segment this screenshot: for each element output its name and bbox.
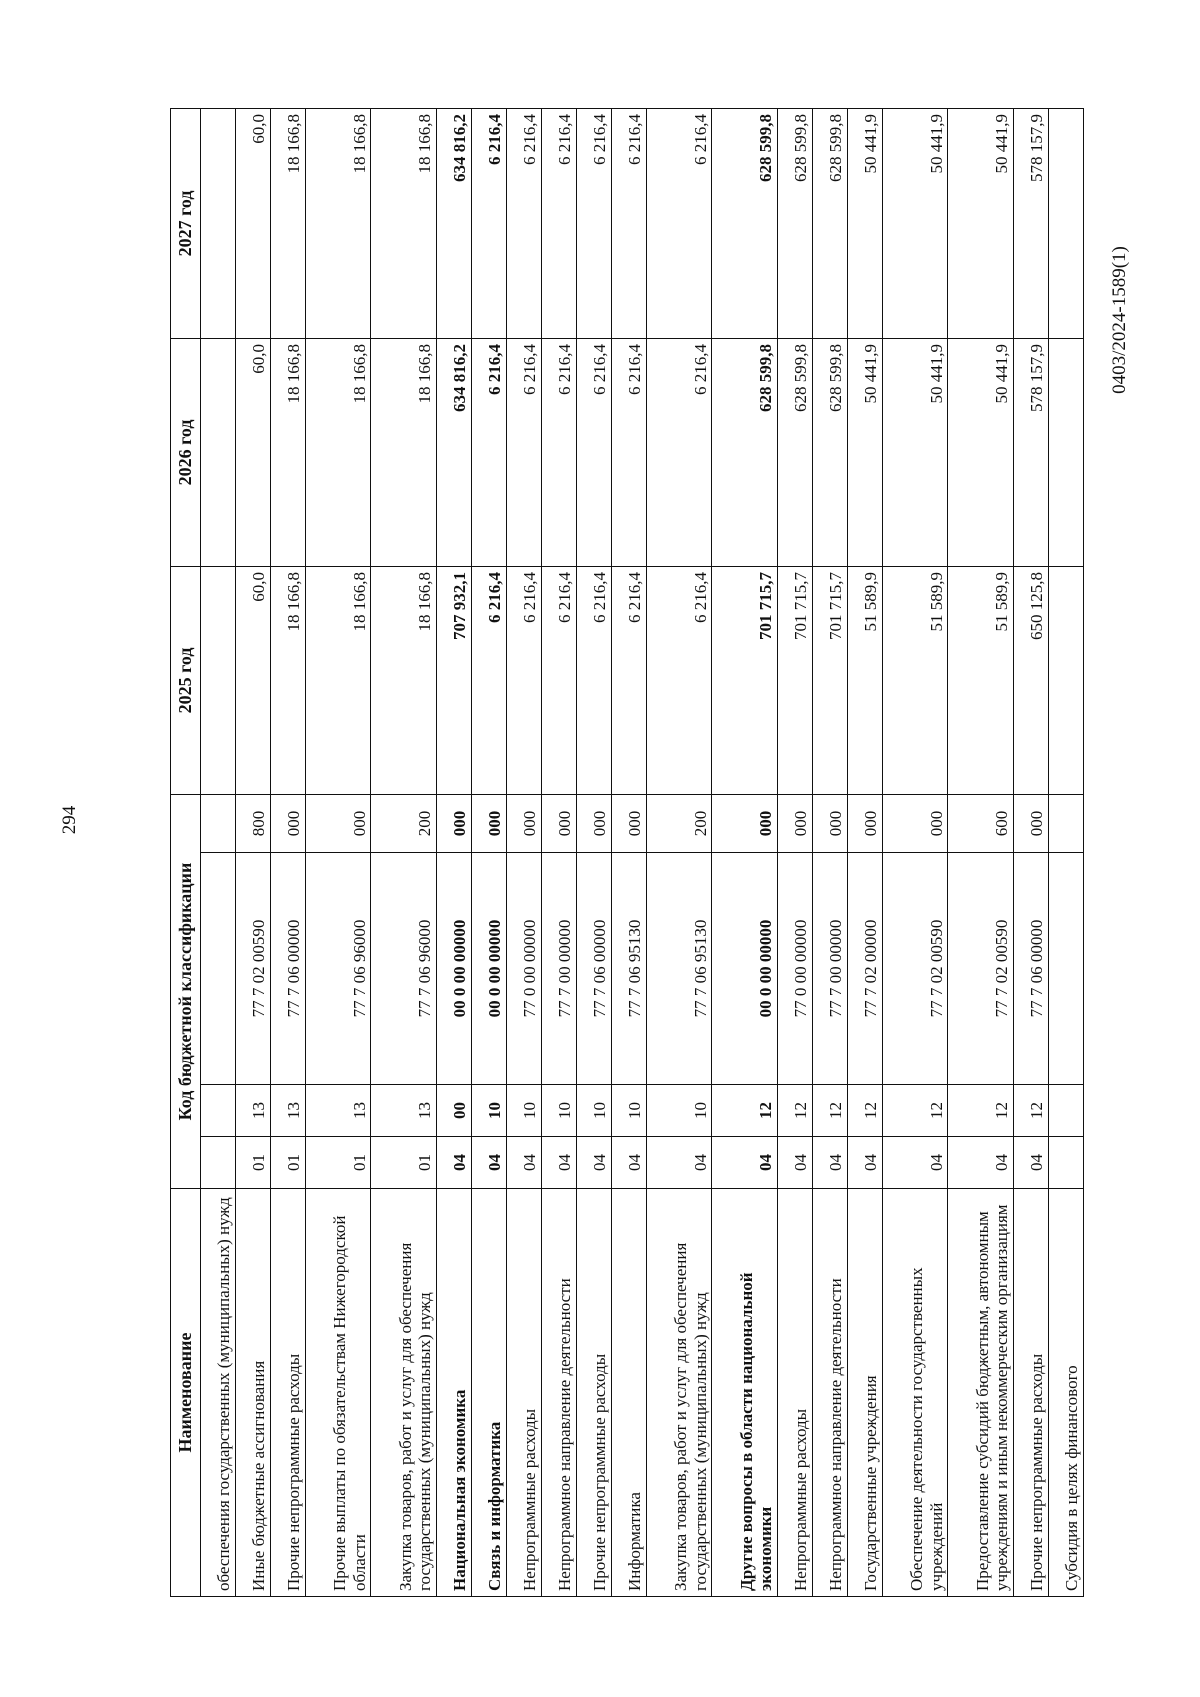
row-code-subsection (1048, 1085, 1083, 1137)
row-code-target: 77 7 00 00000 (812, 853, 847, 1085)
row-name: Непрограммные расходы (777, 1189, 812, 1597)
row-code-expense-type: 000 (436, 794, 471, 852)
row-value-2025: 701 715,7 (777, 566, 812, 794)
row-value-2025: 6 216,4 (646, 566, 711, 794)
row-code-section (200, 1137, 235, 1189)
row-code-section: 01 (305, 1137, 370, 1189)
row-code-target: 77 7 06 96000 (305, 853, 370, 1085)
row-code-expense-type: 600 (948, 794, 1013, 852)
table-row (948, 108, 1013, 1596)
table-row (471, 108, 506, 1596)
table-row (270, 108, 305, 1596)
table-row (541, 108, 576, 1596)
row-value-2027: 50 441,9 (847, 108, 882, 338)
row-value-2026: 6 216,4 (506, 338, 541, 566)
row-code-expense-type: 800 (235, 794, 270, 852)
row-value-2025: 51 589,9 (948, 566, 1013, 794)
row-code-target: 77 0 00 00000 (777, 853, 812, 1085)
row-value-2025: 6 216,4 (576, 566, 611, 794)
row-code-subsection: 10 (541, 1085, 576, 1137)
table-header-row (171, 108, 201, 1596)
table-row (576, 108, 611, 1596)
row-value-2026: 60,0 (235, 338, 270, 566)
row-value-2025: 51 589,9 (847, 566, 882, 794)
row-code-target: 77 7 06 95130 (611, 853, 646, 1085)
row-code-subsection: 13 (235, 1085, 270, 1137)
row-code-target: 77 7 06 96000 (371, 853, 436, 1085)
row-value-2025: 701 715,7 (812, 566, 847, 794)
row-code-target: 00 0 00 00000 (436, 853, 471, 1085)
row-name: Непрограммное направление деятельности (541, 1189, 576, 1597)
row-value-2025: 51 589,9 (882, 566, 947, 794)
row-code-section: 04 (576, 1137, 611, 1189)
row-name: Информатика (611, 1189, 646, 1597)
header-name: Наименование (171, 1189, 201, 1597)
table-row (1048, 108, 1083, 1596)
row-code-target: 77 7 06 00000 (270, 853, 305, 1085)
row-code-subsection: 00 (436, 1085, 471, 1137)
row-value-2026: 628 599,8 (777, 338, 812, 566)
table-row (882, 108, 947, 1596)
row-code-expense-type: 000 (777, 794, 812, 852)
row-value-2027: 6 216,4 (611, 108, 646, 338)
row-code-expense-type: 200 (646, 794, 711, 852)
row-code-target: 77 7 02 00000 (847, 853, 882, 1085)
row-name: Государственные учреждения (847, 1189, 882, 1597)
row-code-section: 04 (506, 1137, 541, 1189)
row-code-section: 04 (471, 1137, 506, 1189)
row-value-2027: 628 599,8 (812, 108, 847, 338)
row-value-2027 (1048, 108, 1083, 338)
row-code-expense-type: 000 (812, 794, 847, 852)
table-row (371, 108, 436, 1596)
row-name: Непрограммные расходы (506, 1189, 541, 1597)
table-row (305, 108, 370, 1596)
row-code-expense-type: 000 (712, 794, 777, 852)
row-code-subsection: 12 (777, 1085, 812, 1137)
row-name: Обеспечение деятельности государственных учреждений (882, 1189, 947, 1597)
row-value-2026: 18 166,8 (270, 338, 305, 566)
row-code-target: 00 0 00 00000 (471, 853, 506, 1085)
row-code-section: 04 (812, 1137, 847, 1189)
row-name: Связь и информатика (471, 1189, 506, 1597)
row-code-subsection: 10 (646, 1085, 711, 1137)
row-code-section: 04 (847, 1137, 882, 1189)
table-row (847, 108, 882, 1596)
row-value-2027: 50 441,9 (882, 108, 947, 338)
row-code-target: 77 7 06 00000 (1013, 853, 1048, 1085)
row-name: Субсидия в целях финансового (1048, 1189, 1083, 1597)
row-code-subsection (200, 1085, 235, 1137)
row-value-2025: 6 216,4 (611, 566, 646, 794)
row-code-section: 01 (371, 1137, 436, 1189)
row-value-2026 (1048, 338, 1083, 566)
row-value-2027: 6 216,4 (646, 108, 711, 338)
row-code-expense-type: 000 (541, 794, 576, 852)
row-value-2026: 18 166,8 (305, 338, 370, 566)
row-code-expense-type: 000 (576, 794, 611, 852)
row-name: Прочие выплаты по обязательствам Нижегородской области (305, 1189, 370, 1597)
row-name: Национальная экономика (436, 1189, 471, 1597)
row-value-2027: 628 599,8 (712, 108, 777, 338)
row-value-2027: 18 166,8 (270, 108, 305, 338)
row-code-subsection: 12 (847, 1085, 882, 1137)
header-2027: 2027 год (171, 108, 201, 338)
row-code-section: 04 (1013, 1137, 1048, 1189)
row-value-2026 (200, 338, 235, 566)
row-code-subsection: 13 (305, 1085, 370, 1137)
row-value-2025: 6 216,4 (471, 566, 506, 794)
row-code-expense-type: 200 (371, 794, 436, 852)
row-value-2026: 6 216,4 (646, 338, 711, 566)
row-code-subsection: 12 (812, 1085, 847, 1137)
row-code-expense-type: 000 (471, 794, 506, 852)
row-code-section: 04 (611, 1137, 646, 1189)
row-code-expense-type: 000 (1013, 794, 1048, 852)
row-code-target: 77 7 00 00000 (541, 853, 576, 1085)
row-value-2027: 6 216,4 (506, 108, 541, 338)
row-name: Прочие непрограммные расходы (270, 1189, 305, 1597)
row-value-2025: 707 932,1 (436, 566, 471, 794)
row-value-2026: 578 157,9 (1013, 338, 1048, 566)
row-value-2027: 6 216,4 (576, 108, 611, 338)
row-value-2027: 60,0 (235, 108, 270, 338)
budget-table (170, 108, 1084, 1597)
header-2026: 2026 год (171, 338, 201, 566)
row-code-subsection: 12 (712, 1085, 777, 1137)
row-code-expense-type (1048, 794, 1083, 852)
row-code-expense-type: 000 (270, 794, 305, 852)
header-code: Код бюджетной классификации (171, 794, 201, 1188)
row-code-target (1048, 853, 1083, 1085)
row-code-section: 04 (712, 1137, 777, 1189)
row-name: Прочие непрограммные расходы (1013, 1189, 1048, 1597)
row-name: Предоставление субсидий бюджетным, автономным учреждениям и иным некоммерческим организациям (948, 1189, 1013, 1597)
row-code-section: 04 (541, 1137, 576, 1189)
row-code-target: 77 7 02 00590 (235, 853, 270, 1085)
row-value-2026: 6 216,4 (471, 338, 506, 566)
table-row (506, 108, 541, 1596)
row-code-expense-type: 000 (882, 794, 947, 852)
row-code-subsection: 12 (882, 1085, 947, 1137)
row-value-2027: 6 216,4 (471, 108, 506, 338)
row-code-target: 77 7 02 00590 (882, 853, 947, 1085)
row-code-subsection: 10 (576, 1085, 611, 1137)
row-code-section: 04 (646, 1137, 711, 1189)
row-code-subsection: 12 (1013, 1085, 1048, 1137)
row-value-2026: 18 166,8 (371, 338, 436, 566)
row-value-2027: 6 216,4 (541, 108, 576, 338)
table-row (812, 108, 847, 1596)
row-value-2027: 18 166,8 (371, 108, 436, 338)
row-code-section: 04 (882, 1137, 947, 1189)
row-value-2025 (200, 566, 235, 794)
row-value-2026: 628 599,8 (812, 338, 847, 566)
table-row (1013, 108, 1048, 1596)
row-code-expense-type: 000 (305, 794, 370, 852)
row-code-subsection: 12 (948, 1085, 1013, 1137)
row-code-section: 01 (270, 1137, 305, 1189)
row-name: Закупка товаров, работ и услуг для обеспечения государственных (муниципальных) нужд (646, 1189, 711, 1597)
row-code-expense-type: 000 (506, 794, 541, 852)
row-name: обеспечения государственных (муниципальных) нужд (200, 1189, 235, 1597)
row-value-2027: 634 816,2 (436, 108, 471, 338)
row-value-2027: 578 157,9 (1013, 108, 1048, 338)
row-value-2025: 18 166,8 (305, 566, 370, 794)
row-code-section (1048, 1137, 1083, 1189)
row-code-subsection: 10 (506, 1085, 541, 1137)
row-code-subsection: 13 (371, 1085, 436, 1137)
row-name: Иные бюджетные ассигнования (235, 1189, 270, 1597)
row-value-2027: 50 441,9 (948, 108, 1013, 338)
row-code-expense-type (200, 794, 235, 852)
row-name: Прочие непрограммные расходы (576, 1189, 611, 1597)
row-value-2026: 50 441,9 (847, 338, 882, 566)
table-body (200, 108, 1083, 1596)
table-row (200, 108, 235, 1596)
row-code-target: 00 0 00 00000 (712, 853, 777, 1085)
row-value-2025: 701 715,7 (712, 566, 777, 794)
row-value-2026: 6 216,4 (541, 338, 576, 566)
row-code-section: 04 (948, 1137, 1013, 1189)
row-code-subsection: 13 (270, 1085, 305, 1137)
row-code-target: 77 0 00 00000 (506, 853, 541, 1085)
row-code-section: 04 (777, 1137, 812, 1189)
rotated-table-container (170, 109, 1084, 1597)
row-value-2027 (200, 108, 235, 338)
row-name: Непрограммное направление деятельности (812, 1189, 847, 1597)
table-row (235, 108, 270, 1596)
page-number: 294 (59, 805, 80, 835)
row-name: Другие вопросы в области национальной экономики (712, 1189, 777, 1597)
row-code-subsection: 10 (471, 1085, 506, 1137)
row-name: Закупка товаров, работ и услуг для обеспечения государственных (муниципальных) нужд (371, 1189, 436, 1597)
row-value-2025: 60,0 (235, 566, 270, 794)
row-value-2026: 6 216,4 (611, 338, 646, 566)
row-value-2025 (1048, 566, 1083, 794)
table-row (611, 108, 646, 1596)
table-row (777, 108, 812, 1596)
row-value-2027: 18 166,8 (305, 108, 370, 338)
row-code-subsection: 10 (611, 1085, 646, 1137)
table-row (436, 108, 471, 1596)
document-id: 0403/2024-1589(1) (1109, 246, 1130, 394)
row-value-2026: 628 599,8 (712, 338, 777, 566)
row-code-target: 77 7 06 95130 (646, 853, 711, 1085)
row-value-2025: 650 125,8 (1013, 566, 1048, 794)
row-value-2026: 50 441,9 (948, 338, 1013, 566)
row-code-section: 04 (436, 1137, 471, 1189)
row-value-2026: 50 441,9 (882, 338, 947, 566)
row-code-section: 01 (235, 1137, 270, 1189)
row-value-2025: 18 166,8 (270, 566, 305, 794)
row-code-expense-type: 000 (611, 794, 646, 852)
row-value-2025: 6 216,4 (506, 566, 541, 794)
row-code-target: 77 7 06 00000 (576, 853, 611, 1085)
row-value-2027: 628 599,8 (777, 108, 812, 338)
row-code-target: 77 7 02 00590 (948, 853, 1013, 1085)
row-value-2025: 6 216,4 (541, 566, 576, 794)
table-row (712, 108, 777, 1596)
row-value-2025: 18 166,8 (371, 566, 436, 794)
header-2025: 2025 год (171, 566, 201, 794)
row-value-2026: 634 816,2 (436, 338, 471, 566)
table-row (646, 108, 711, 1596)
row-code-target (200, 853, 235, 1085)
row-value-2026: 6 216,4 (576, 338, 611, 566)
row-code-expense-type: 000 (847, 794, 882, 852)
